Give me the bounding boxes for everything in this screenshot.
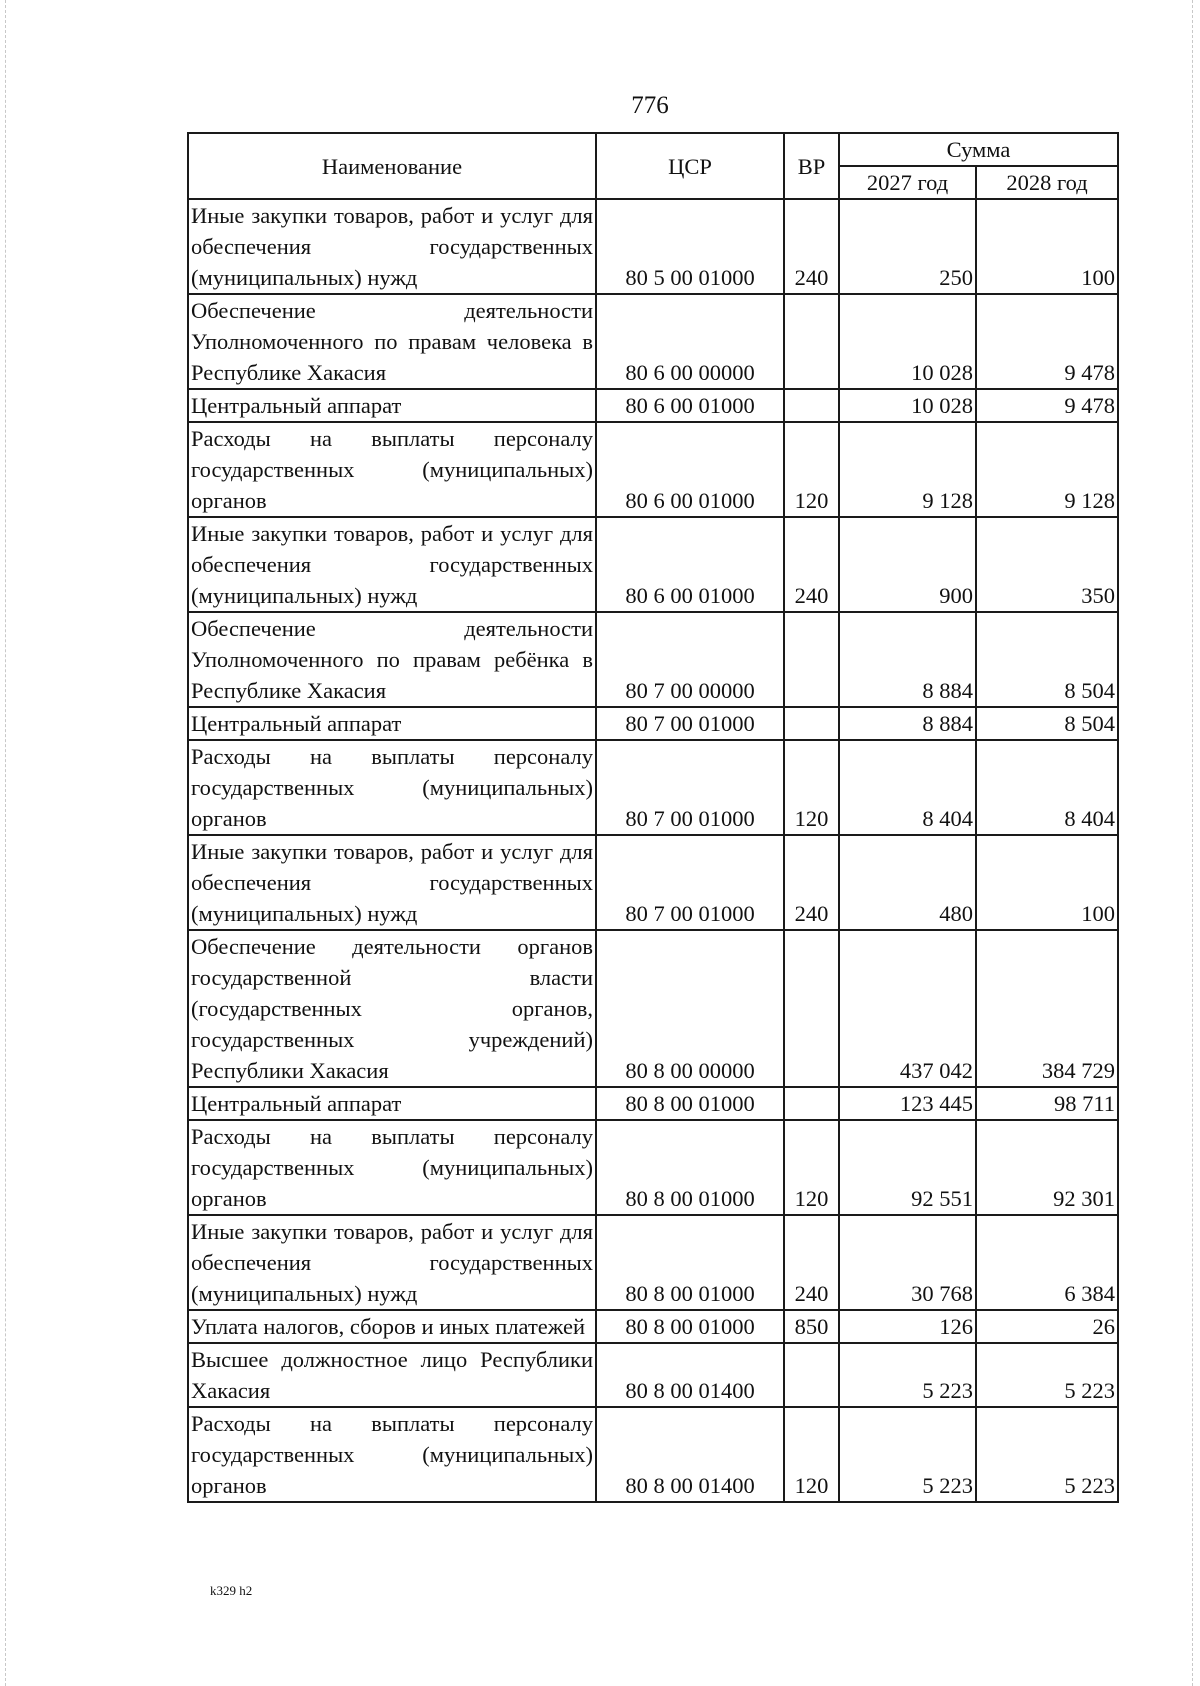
table-row [188, 1310, 1118, 1343]
row-2027-cell: 123 445 [839, 1087, 976, 1120]
row-name-cell: Иные закупки товаров, работ и услуг для обеспечения государственных (муниципальных) нужд [188, 1215, 596, 1310]
row-csr-cell: 80 8 00 01000 [596, 1087, 784, 1120]
footer-code: k329 h2 [210, 1583, 253, 1598]
row-2027-cell: 9 128 [839, 422, 976, 517]
table-row [188, 1087, 1118, 1120]
row-csr-cell: 80 7 00 01000 [596, 707, 784, 740]
scan-edge-left [5, 0, 6, 1686]
row-csr-cell: 80 7 00 00000 [596, 612, 784, 707]
row-name-cell: Центральный аппарат [188, 389, 596, 422]
row-name-cell: Расходы на выплаты персоналу государственных (муниципальных) органов [188, 1120, 596, 1215]
row-name-cell: Иные закупки товаров, работ и услуг для обеспечения государственных (муниципальных) нужд [188, 517, 596, 612]
table-row [188, 199, 1118, 294]
header-csr: ЦСР [596, 133, 784, 199]
row-vr-cell [784, 930, 839, 1087]
row-2027-cell: 30 768 [839, 1215, 976, 1310]
header-sum: Сумма [839, 133, 1118, 166]
row-2027-cell: 250 [839, 199, 976, 294]
scan-edge-right [1192, 0, 1193, 1686]
row-vr-cell: 240 [784, 199, 839, 294]
row-vr-cell [784, 1343, 839, 1407]
row-csr-cell: 80 8 00 01000 [596, 1215, 784, 1310]
row-name-cell: Расходы на выплаты персоналу государственных (муниципальных) органов [188, 422, 596, 517]
table-row [188, 835, 1118, 930]
row-vr-cell [784, 612, 839, 707]
row-vr-cell: 120 [784, 1120, 839, 1215]
row-name-cell: Обеспечение деятельности Уполномоченного по правам ребёнка в Республике Хакасия [188, 612, 596, 707]
row-2028-cell: 6 384 [976, 1215, 1118, 1310]
row-name-cell: Обеспечение деятельности Уполномоченного по правам человека в Республике Хакасия [188, 294, 596, 389]
row-name-cell: Обеспечение деятельности органов государственной власти (государственных органов, государственных учреждений) Республики Хакасия [188, 930, 596, 1087]
row-2028-cell: 9 478 [976, 389, 1118, 422]
table-row [188, 422, 1118, 517]
table-row [188, 1343, 1118, 1407]
row-2027-cell: 900 [839, 517, 976, 612]
row-2028-cell: 5 223 [976, 1343, 1118, 1407]
row-name-cell: Уплата налогов, сборов и иных платежей [188, 1310, 596, 1343]
row-csr-cell: 80 8 00 01400 [596, 1343, 784, 1407]
row-vr-cell [784, 294, 839, 389]
row-2028-cell: 8 404 [976, 740, 1118, 835]
row-2027-cell: 437 042 [839, 930, 976, 1087]
row-2027-cell: 5 223 [839, 1343, 976, 1407]
table-row [188, 389, 1118, 422]
row-2028-cell: 8 504 [976, 612, 1118, 707]
row-2028-cell: 9 478 [976, 294, 1118, 389]
page-number: 776 [631, 92, 669, 119]
header-row-main [188, 133, 1118, 166]
row-csr-cell: 80 7 00 01000 [596, 835, 784, 930]
row-2028-cell: 9 128 [976, 422, 1118, 517]
row-name-cell: Расходы на выплаты персоналу государственных (муниципальных) органов [188, 1407, 596, 1502]
table-header [188, 133, 1118, 199]
row-2028-cell: 26 [976, 1310, 1118, 1343]
row-2028-cell: 98 711 [976, 1087, 1118, 1120]
table-body [188, 199, 1118, 1502]
row-2027-cell: 8 404 [839, 740, 976, 835]
row-vr-cell [784, 707, 839, 740]
row-vr-cell [784, 389, 839, 422]
table-row [188, 517, 1118, 612]
row-2027-cell: 10 028 [839, 294, 976, 389]
row-2028-cell: 92 301 [976, 1120, 1118, 1215]
row-csr-cell: 80 6 00 01000 [596, 517, 784, 612]
row-csr-cell: 80 8 00 01000 [596, 1120, 784, 1215]
row-vr-cell: 120 [784, 1407, 839, 1502]
row-csr-cell: 80 8 00 01000 [596, 1310, 784, 1343]
row-name-cell: Центральный аппарат [188, 1087, 596, 1120]
row-name-cell: Расходы на выплаты персоналу государственных (муниципальных) органов [188, 740, 596, 835]
row-vr-cell: 850 [784, 1310, 839, 1343]
row-2027-cell: 8 884 [839, 707, 976, 740]
row-2028-cell: 350 [976, 517, 1118, 612]
table-row [188, 1120, 1118, 1215]
row-csr-cell: 80 6 00 01000 [596, 422, 784, 517]
table-row [188, 740, 1118, 835]
row-name-cell: Иные закупки товаров, работ и услуг для обеспечения государственных (муниципальных) нужд [188, 835, 596, 930]
row-vr-cell: 120 [784, 422, 839, 517]
row-name-cell: Центральный аппарат [188, 707, 596, 740]
row-vr-cell: 240 [784, 835, 839, 930]
budget-table [187, 132, 1119, 1503]
row-2028-cell: 5 223 [976, 1407, 1118, 1502]
row-2028-cell: 8 504 [976, 707, 1118, 740]
row-2027-cell: 10 028 [839, 389, 976, 422]
header-year-2027: 2027 год [839, 166, 976, 199]
row-2027-cell: 126 [839, 1310, 976, 1343]
row-csr-cell: 80 7 00 01000 [596, 740, 784, 835]
row-2028-cell: 100 [976, 835, 1118, 930]
table-row [188, 930, 1118, 1087]
row-vr-cell: 240 [784, 517, 839, 612]
table-row [188, 1215, 1118, 1310]
table-row [188, 612, 1118, 707]
row-2027-cell: 92 551 [839, 1120, 976, 1215]
row-2028-cell: 384 729 [976, 930, 1118, 1087]
row-csr-cell: 80 6 00 01000 [596, 389, 784, 422]
header-year-2028: 2028 год [976, 166, 1118, 199]
row-csr-cell: 80 8 00 01400 [596, 1407, 784, 1502]
row-name-cell: Высшее должностное лицо Республики Хакасия [188, 1343, 596, 1407]
row-csr-cell: 80 6 00 00000 [596, 294, 784, 389]
header-vr: ВР [784, 133, 839, 199]
row-2027-cell: 8 884 [839, 612, 976, 707]
table-row [188, 1407, 1118, 1502]
row-vr-cell: 120 [784, 740, 839, 835]
row-name-cell: Иные закупки товаров, работ и услуг для обеспечения государственных (муниципальных) нужд [188, 199, 596, 294]
row-vr-cell [784, 1087, 839, 1120]
row-2027-cell: 480 [839, 835, 976, 930]
header-name: Наименование [188, 133, 596, 199]
row-vr-cell: 240 [784, 1215, 839, 1310]
row-2028-cell: 100 [976, 199, 1118, 294]
row-2027-cell: 5 223 [839, 1407, 976, 1502]
table-row [188, 707, 1118, 740]
table-row [188, 294, 1118, 389]
row-csr-cell: 80 5 00 01000 [596, 199, 784, 294]
row-csr-cell: 80 8 00 00000 [596, 930, 784, 1087]
